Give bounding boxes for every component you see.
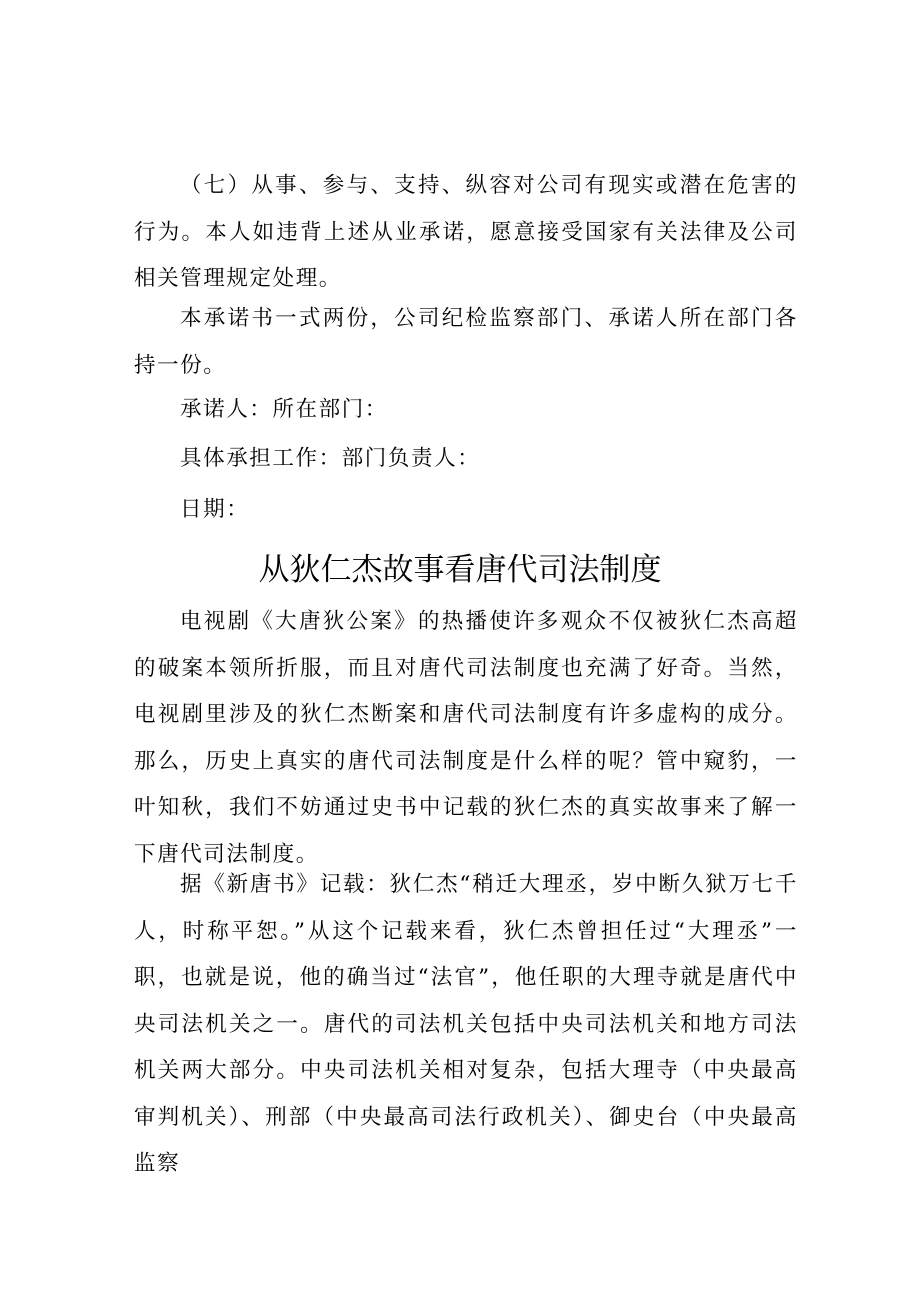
date-field: 日期： xyxy=(180,497,250,522)
article-paragraph: 据《新唐书》记载：狄仁杰“稍迁大理丞，岁中断久狱万七千人，时称平恕。”从这个记载来看，狄仁杰曾担任过“大理丞”一职，也就是说，他的确当过“法官”，他任职的大理寺就是唐代中央司法机关之一。唐代的司法机关包括中央司法机关和地方司法机关两大部分。中央司法机关相对复杂，包括大理寺（中央最高审判机关）、刑部（中央最高司法行政机关）、御史台（中央最高监察 xyxy=(134,872,798,1176)
copies-note-paragraph: 本承诺书一式两份，公司纪检监察部门、承诺人所在部门各持一份。 xyxy=(134,306,798,378)
clause-seven-paragraph: （七）从事、参与、支持、纵容对公司有现实或潜在危害的行为。本人如违背上述从业承诺，愿意接受国家有关法律及公司相关管理规定处理。 xyxy=(134,173,798,291)
article-title: 从狄仁杰故事看唐代司法制度 xyxy=(258,552,662,588)
promisor-field: 承诺人：所在部门： xyxy=(180,397,388,422)
work-field: 具体承担工作：部门负责人： xyxy=(180,446,481,471)
article-paragraph: 电视剧《大唐狄公案》的热播使许多观众不仅被狄仁杰高超的破案本领所折服，而且对唐代司法制度也充满了好奇。当然，电视剧里涉及的狄仁杰断案和唐代司法制度有许多虚构的成分。那么，历史上真实的唐代司法制度是什么样的呢？管中窥豹，一叶知秋，我们不妨通过史书中记载的狄仁杰的真实故事来了解一下唐代司法制度。 xyxy=(134,609,798,867)
